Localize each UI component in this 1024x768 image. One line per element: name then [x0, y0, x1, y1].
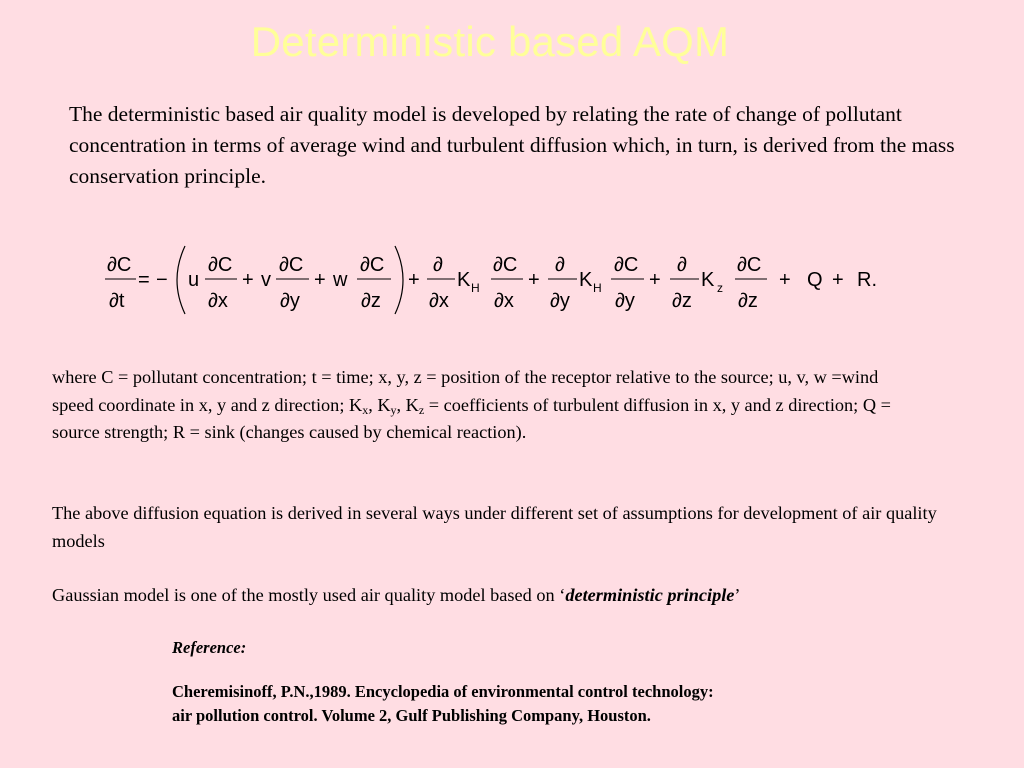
intro-paragraph: The deterministic based air quality model is developed by relating the rate of change of pollutant concentration in terms of average wind and turbulent diffusion which, in turn, is derived from the mass conservation principle. [69, 102, 955, 188]
frac-d-z-den: ∂z [672, 290, 692, 312]
frac-d-x-den: ∂x [429, 290, 449, 312]
frac-d-y-den: ∂y [550, 290, 570, 312]
coef-k: K [457, 269, 471, 291]
frac-c-x-num: ∂C [493, 254, 518, 276]
coef-k: K [579, 269, 593, 291]
diffusion-equation [103, 244, 903, 316]
frac-c-y-den: ∂y [615, 290, 635, 312]
equation-svg [103, 244, 903, 316]
frac-c-z-num: ∂C [360, 254, 385, 276]
minus-sign: − [156, 269, 168, 291]
slide-title: Deterministic based AQM [250, 18, 730, 65]
equals-sign: = [138, 269, 150, 291]
frac-c-x-num: ∂C [208, 254, 233, 276]
subscript-h: H [593, 281, 602, 295]
definitions-text-2: = coefficients of turbulent diffusion in x, y and z direction; Q = source strength; R = sink (changes caused by chemical reaction). [52, 394, 891, 442]
separator: , K [396, 394, 419, 415]
var-q: Q [807, 269, 823, 291]
frac-c-y-num: ∂C [279, 254, 304, 276]
var-r: R. [857, 269, 877, 291]
frac-c-x-den: ∂x [208, 290, 228, 312]
plus-sign: + [314, 269, 326, 291]
subscript-y: y [390, 402, 397, 417]
frac-c-x-den: ∂x [494, 290, 514, 312]
frac-d-z-num: ∂ [677, 254, 687, 276]
frac-d-y-num: ∂ [555, 254, 565, 276]
var-w: w [333, 269, 348, 291]
var-v: v [261, 269, 271, 291]
coef-k: K [701, 269, 715, 291]
frac-c-y-num: ∂C [614, 254, 639, 276]
right-paren [395, 246, 403, 314]
plus-sign: + [242, 269, 254, 291]
gaussian-note [52, 582, 972, 610]
subscript-z: z [717, 281, 723, 295]
reference-line-1: Cheremisinoff, P.N.,1989. Encyclopedia of environmental control technology: [172, 682, 714, 701]
plus-sign: + [832, 269, 844, 291]
reference-line-2: air pollution control. Volume 2, Gulf Publishing Company, Houston. [172, 706, 651, 725]
frac-c-z-den: ∂z [738, 290, 758, 312]
separator: , K [368, 394, 391, 415]
definitions-text-1: where C = pollutant concentration; t = time; x, y, z = position of the receptor relative to the source; u, v, w =wind speed coordinate in x, y and z direction; K [52, 367, 879, 415]
frac-c-z-num: ∂C [737, 254, 762, 276]
reference-citation [172, 680, 892, 728]
derivation-note: The above diffusion equation is derived in several ways under different set of assumptions for development of air quality models [52, 503, 937, 551]
gaussian-text: Gaussian model is one of the mostly used air quality model based on ‘ [52, 585, 566, 605]
plus-sign: + [408, 269, 420, 291]
subscript-z: z [418, 402, 425, 417]
plus-sign: + [528, 269, 540, 291]
subscript-h: H [471, 281, 480, 295]
lhs-numerator: ∂C [107, 254, 132, 276]
frac-c-z-den: ∂z [361, 290, 381, 312]
var-u: u [188, 269, 200, 291]
plus-sign: + [649, 269, 661, 291]
left-paren [177, 246, 185, 314]
variable-definitions [52, 364, 922, 447]
lhs-denominator: ∂t [109, 290, 125, 312]
frac-c-y-den: ∂y [280, 290, 300, 312]
gaussian-emphasis: deterministic principle [565, 585, 735, 605]
frac-d-x-num: ∂ [433, 254, 443, 276]
gaussian-quote-close: ’ [734, 585, 741, 605]
subscript-x: x [362, 402, 369, 417]
plus-sign: + [779, 269, 791, 291]
reference-label: Reference: [172, 638, 247, 657]
